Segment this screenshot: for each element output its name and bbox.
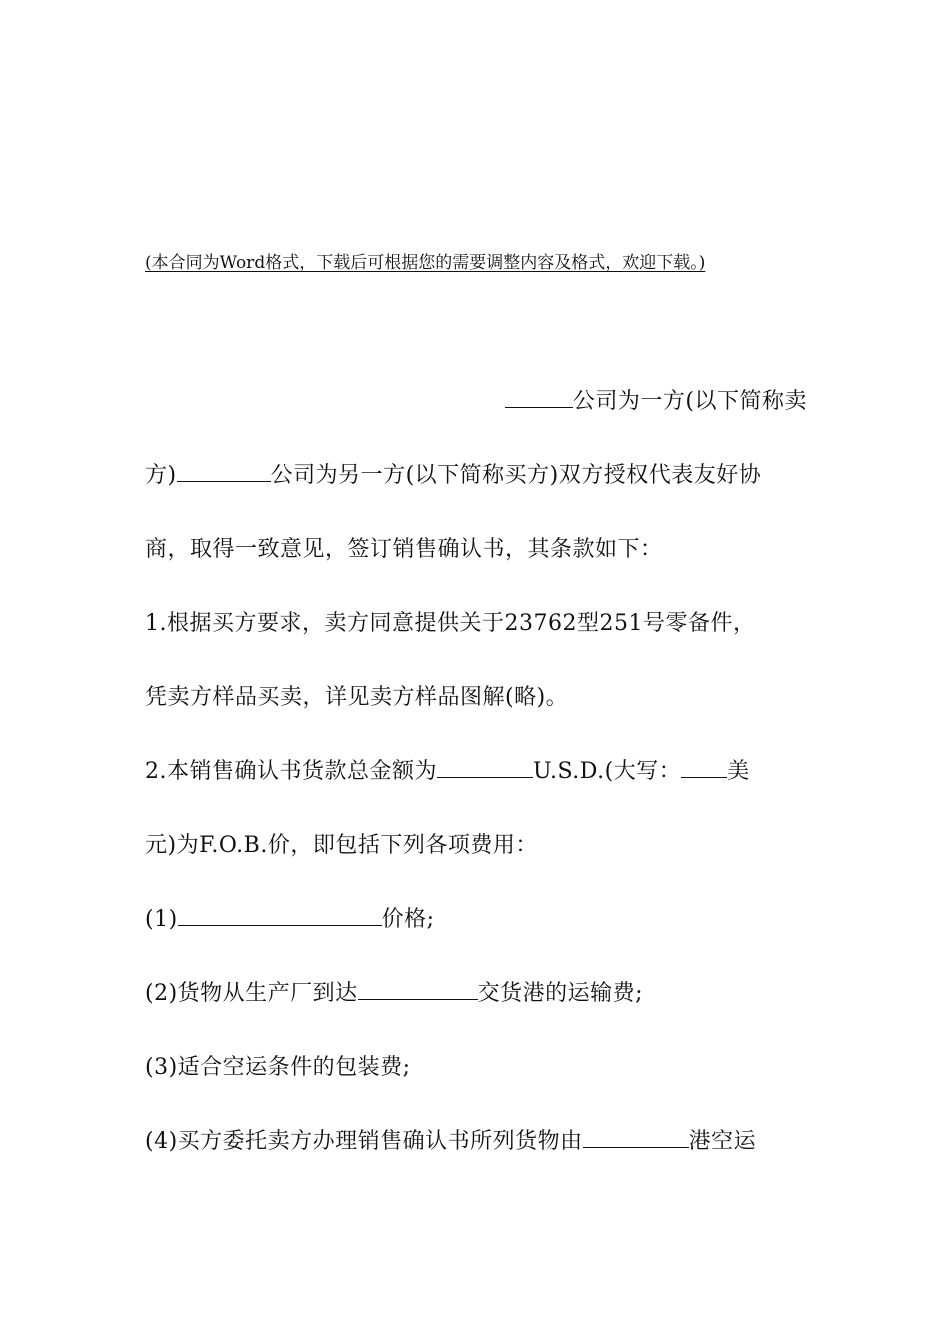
item-2 bbox=[145, 979, 815, 1009]
line-1-text: 公司为一方(以下简称卖 bbox=[572, 389, 807, 414]
seller-company-blank bbox=[505, 387, 573, 408]
clause-1-text: 1.根据买方要求，卖方同意提供关于23762型251号零备件， bbox=[145, 611, 756, 636]
clause-1-continued: 凭卖方样品买卖，详见卖方样品图解(略)。 bbox=[145, 685, 569, 710]
item-3-text: (3)适合空运条件的包装费; bbox=[145, 1055, 411, 1080]
line-2-prefix: 方) bbox=[145, 463, 177, 488]
clause-2-line-1 bbox=[145, 757, 815, 787]
item-1-label: (1) bbox=[145, 907, 178, 932]
clause-2-end: 美 bbox=[727, 759, 750, 784]
amount-in-words-blank bbox=[681, 757, 727, 778]
buyer-company-blank bbox=[177, 461, 271, 482]
item-1-text: 价格; bbox=[381, 907, 435, 932]
paragraph-line-2 bbox=[145, 461, 815, 491]
format-note: (本合同为Word格式，下载后可根据您的需要调整内容及格式，欢迎下载。) bbox=[145, 253, 706, 273]
paragraph-line-3 bbox=[145, 535, 815, 565]
clause-1-line-2 bbox=[145, 683, 815, 713]
currency-text: U.S.D.(大写： bbox=[533, 759, 682, 784]
item-4-end: 港空运 bbox=[688, 1129, 757, 1154]
line-2-text: 公司为另一方(以下简称买方)双方授权代表友好协 bbox=[270, 463, 762, 488]
item-2-text: (2)货物从生产厂到达 bbox=[145, 981, 358, 1006]
item-1 bbox=[145, 905, 815, 935]
item-3 bbox=[145, 1053, 815, 1083]
item-4-text: (4)买方委托卖方办理销售确认书所列货物由 bbox=[145, 1129, 583, 1154]
air-port-blank bbox=[583, 1127, 689, 1148]
clause-1-line-1 bbox=[145, 609, 815, 639]
item-4 bbox=[145, 1127, 815, 1157]
line-3-text: 商，取得一致意见，签订销售确认书，其条款如下： bbox=[145, 537, 663, 562]
total-amount-blank bbox=[437, 757, 533, 778]
clause-2-line-2 bbox=[145, 831, 815, 861]
paragraph-line-1 bbox=[145, 387, 807, 417]
price-blank bbox=[178, 905, 382, 926]
delivery-port-blank bbox=[358, 979, 478, 1000]
clause-2-continued: 元)为F.O.B.价，即包括下列各项费用： bbox=[145, 833, 538, 858]
item-2-end: 交货港的运输费; bbox=[477, 981, 644, 1006]
clause-2-text: 2.本销售确认书货款总金额为 bbox=[145, 759, 437, 784]
